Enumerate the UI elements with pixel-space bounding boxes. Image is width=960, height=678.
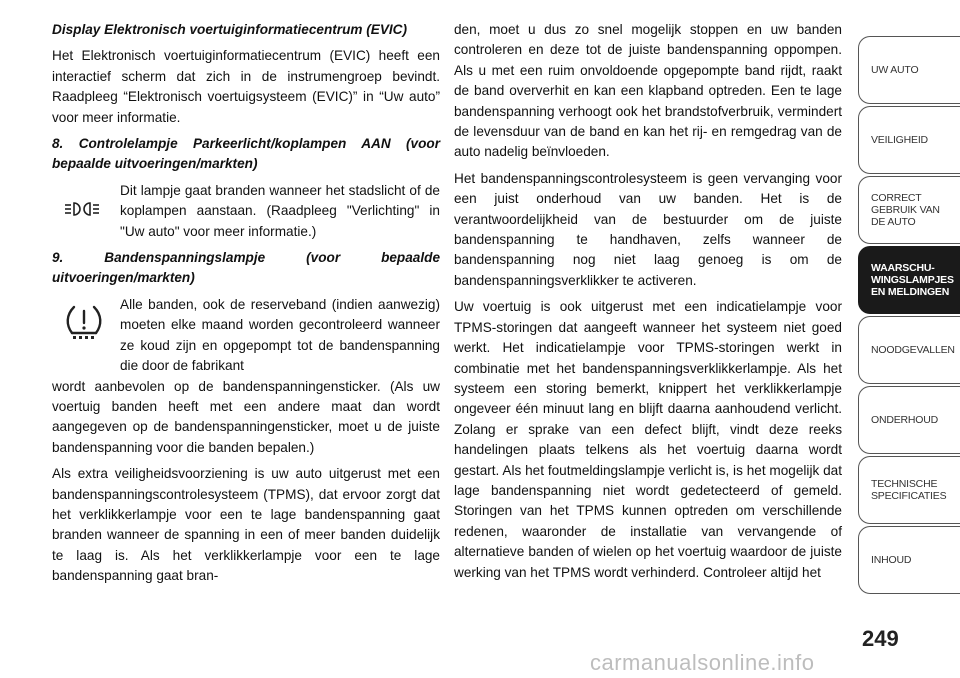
item8-text: Dit lampje gaat branden wanneer het stadslicht of de koplampen aanstaan. (Raadpleeg "Verlichting" in "Uw auto" voor meer informatie.) <box>120 182 440 239</box>
right-paragraph-1: den, moet u dus zo snel mogelijk stoppen en uw banden controleren en deze tot de juiste bandenspanning oppompen. Als u met een ruim onvoldoende opgepompte band rijdt, raakt de band oververhit en kan een klapband optreden. Een te lage bandenspanning verhoogt ook het brandstofverbruik, vermindert de levensduur van de band en kan het rij- en remgedrag van de auto nadelig beïnvloeden. <box>454 22 842 160</box>
right-column <box>454 20 842 589</box>
right-paragraph-2: Het bandenspanningscontrolesysteem is geen vervanging voor een juist onderhoud van uw banden. Het is de verantwoordelijkheid van de bestuurder om de juiste bandenspanning te handhaven, zelfs wanneer de bandenspanning nog niet laag genoeg is om de bandenspanningsverklikker te activeren. <box>454 170 842 288</box>
left-column <box>52 20 440 593</box>
tab-inhoud[interactable]: INHOUD <box>858 526 960 594</box>
item8-heading: 8. Controlelampje Parkeerlicht/koplampen AAN (voor bepaalde uitvoeringen/markten) <box>52 136 440 172</box>
tab-noodgevallen[interactable]: NOODGEVALLEN <box>858 316 960 384</box>
item8-block <box>52 181 440 242</box>
item9-block <box>52 295 440 377</box>
watermark: carmanualsonline.info <box>590 650 815 675</box>
tab-veiligheid[interactable]: VEILIGHEID <box>858 106 960 174</box>
tab-technische-specificaties[interactable]: TECHNISCHE SPECIFICATIES <box>858 456 960 524</box>
page-number: 249 <box>862 626 899 651</box>
tab-waarschuwingslampjes[interactable]: WAARSCHU- WINGSLAMPJES EN MELDINGEN <box>858 246 960 314</box>
item9-text-b: wordt aanbevolen op de bandenspanningensticker. (Als uw voertuig banden heeft met een andere maat dan wordt aangegeven op de bandenspanningensticker, moet u de juiste bandenspanning voor die banden bepalen.) <box>52 378 440 455</box>
parking-light-icon <box>64 199 100 219</box>
item9-text-a: Alle banden, ook de reserveband (indien aanwezig) moeten elke maand worden gecontroleerd wanneer ze koud zijn en opgepompt tot de bandenspanning die door de fabrikant <box>120 296 440 374</box>
evic-heading: Display Elektronisch voertuiginformatiecentrum (EVIC) <box>52 22 408 37</box>
tab-uw-auto[interactable]: UW AUTO <box>858 36 960 104</box>
tire-pressure-icon <box>64 303 104 341</box>
tab-correct-gebruik[interactable]: CORRECT GEBRUIK VAN DE AUTO <box>858 176 960 244</box>
right-paragraph-3: Uw voertuig is ook uitgerust met een indicatielampje voor TPMS-storingen dat aangeeft wanneer het systeem niet goed werkt. Het indicatielampje voor TPMS-storingen werkt in combinatie met het bandenspanningsverklikkerlampje. Als het systeem een storing bemerkt, knippert het verklikkerlampje ongeveer één minuut lang en blijft daarna aanhoudend verlicht. Zolang er sprake van een defect blijft, vindt deze reeks handelingen plaats telkens als het voertuig daarna wordt gestart. Als het foutmeldingslampje verlicht is, is het mogelijk dat lage bandenspanning niet wordt gedetecteerd of gemeld. Storingen van het TPMS kunnen optreden om verschillende redenen, waaronder de installatie van vervangende of alternatieve banden of wielen op het voertuig waardoor de juiste werking van het TPMS wordt verhinderd. Controleer altijd het <box>454 299 842 580</box>
chapter-tab-strip <box>858 36 960 596</box>
item9-heading: 9. Bandenspanningslampje (voor bepaalde uitvoeringen/markten) <box>52 250 440 286</box>
tab-onderhoud[interactable]: ONDERHOUD <box>858 386 960 454</box>
evic-text: Het Elektronisch voertuiginformatiecentrum (EVIC) heeft een interactief scherm dat zich in de instrumengroep bevindt. Raadpleeg “Elektronisch voertuigsysteem (EVIC)” in “Uw auto” voor meer informatie. <box>52 48 440 125</box>
tpms-text: Als extra veiligheidsvoorziening is uw auto uitgerust met een bandenspanningscontrolesysteem (TPMS), dat ervoor zorgt dat het verklikkerlampje voor een te lage bandenspanning gaat branden wanneer de spanning in een of meer banden duidelijk te laag is. Als het verklikkerlampje voor een te lage bandenspanning gaat bran- <box>52 466 440 584</box>
